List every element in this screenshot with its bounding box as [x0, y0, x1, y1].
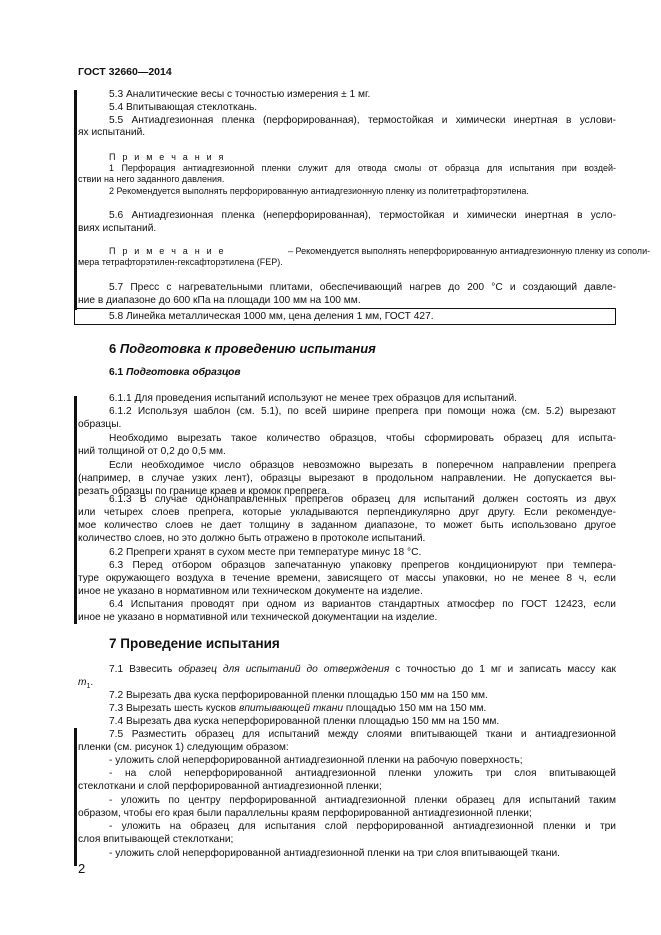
- para-6-1-3-cont: или четырех слоев препрега, которые укладываются перпендикулярно друг другу. Если рекомендуе-: [78, 507, 616, 518]
- subsection-6-1-text: Подготовка образцов: [126, 367, 241, 378]
- section-7-title: 7 Проведение испытания: [109, 636, 280, 651]
- note-1-cont: ствии на него заданного давления.: [78, 174, 225, 184]
- subsection-6-1-number: 6.1: [109, 367, 124, 378]
- para-7-3: [109, 703, 486, 715]
- para-5-5: 5.5 Антиадгезионная пленка (перфорированная), термостойкая и химически инертная в услови-: [109, 115, 616, 126]
- para-7-3-a: 7.3 Вырезать шесть кусков: [109, 703, 239, 714]
- bullet-3: - уложить по центру перфорированной антиадгезионной пленки образец для испытаний таким: [109, 795, 616, 806]
- para-7-1-italic: образец для испытаний до отверждения: [178, 664, 390, 675]
- document-id: ГОСТ 32660—2014: [78, 66, 172, 78]
- para-5-7-cont: ние в диапазоне до 600 кПа на площади 100 мм на 100 мм.: [78, 295, 361, 306]
- para-6-1-3-cont3: количество слоев, но это должно быть отражено в протоколе испытаний.: [78, 533, 426, 544]
- note-1: 1 Перфорация антиадгезионной пленки служит для отвода смолы от образца для испытания при воздей-: [109, 163, 616, 173]
- para-5-3: 5.3 Аналитические весы с точностью измерения ± 1 мг.: [109, 89, 371, 100]
- para-6-2: 6.2 Препреги хранят в сухом месте при температуре минус 18 °С.: [109, 547, 422, 558]
- para-7-1-period: .: [90, 677, 94, 688]
- para-cut-cont: ний толщиной от 0,2 до 0,5 мм.: [78, 446, 226, 457]
- para-5-8: 5.8 Линейка металлическая 1000 мм, цена деления 1 мм, ГОСТ 427.: [109, 311, 434, 322]
- para-6-4-cont: иное не указано в нормативной или технической документации на изделие.: [78, 612, 438, 623]
- bullet-4-cont: слоя впитывающей стеклоткани;: [78, 834, 234, 845]
- section-6-title: [109, 341, 376, 356]
- para-5-6: 5.6 Антиадгезионная пленка (неперфорированная), термостойкая и химически инертная в усло-: [109, 210, 616, 221]
- para-6-3-cont2: иное не указано в нормативном или техническом документе на изделие.: [78, 586, 423, 597]
- page-number: 2: [78, 861, 86, 876]
- mass-symbol: m: [78, 677, 87, 688]
- change-bar: [74, 90, 77, 310]
- notes-heading: П р и м е ч а н и я: [109, 152, 226, 162]
- section-6-number: 6: [109, 341, 117, 356]
- para-6-1-1: 6.1.1 Для проведения испытаний используют не менее трех образцов для испытаний.: [109, 393, 517, 404]
- note-text: – Рекомендуется выполнять неперфорированную антиадгезионную пленку из сополи-: [288, 246, 651, 256]
- para-5-7: 5.7 Пресс с нагревательными плитами, обеспечивающий нагрев до 200 °С и создающий давле-: [109, 282, 616, 293]
- para-7-1-cont: [78, 677, 93, 693]
- para-if-cont2: резать образцы по границе краев и кромок препрега.: [78, 486, 330, 497]
- note-2: 2 Рекомендуется выполнять перфорированную антиадгезионную пленку из политетрафторэтилена.: [109, 186, 529, 196]
- para-7-4: 7.4 Вырезать два куска неперфорированной пленки площадью 150 мм на 150 мм.: [109, 716, 500, 727]
- section-6-text: Подготовка к проведению испытания: [119, 341, 376, 356]
- para-5-5-cont: ях испытаний.: [78, 127, 146, 138]
- bullet-2: - на слой неперфорированной антиадгезионной пленки уложить три слоя впитывающей: [109, 768, 616, 779]
- bullet-4: - уложить на образец для испытания слой перфорированной антиадгезионной пленки и три: [109, 821, 616, 832]
- para-6-1-3-cont2: мое количество слоев не дает толщину в заданном диапазоне, то может быть использовано другое: [78, 520, 616, 531]
- para-7-1-a: 7.1 Взвесить: [109, 664, 179, 675]
- subsection-6-1-title: [109, 367, 241, 379]
- para-6-3-cont: туре окружающего воздуха в течение времени, зависящего от массы упаковки, но не менее 8 ч, если: [78, 573, 616, 584]
- para-7-5: 7.5 Разместить образец для испытаний между слоями впитывающей ткани и антиадгезионной: [109, 729, 616, 740]
- para-7-3-b: площадью 150 мм на 150 мм.: [343, 703, 487, 714]
- para-cut: Необходимо вырезать такое количество образцов, чтобы сформировать образец для испыта-: [109, 433, 616, 444]
- para-if-cont: (например, в случае узких лент), образцы вырезают в продольном направлении. Не допускается вы-: [78, 473, 616, 484]
- para-7-3-italic: впитывающей ткани: [239, 703, 344, 714]
- para-7-1-b: с точностью до 1 мг и записать массу как: [389, 664, 616, 675]
- para-6-1-3: 6.1.3 В случае однонаправленных препрегов образец для испытаний должен состоять из двух: [109, 494, 616, 505]
- para-7-2: 7.2 Вырезать два куска перфорированной пленки площадью 150 мм на 150 мм.: [109, 690, 488, 701]
- para-7-5-cont: пленки (см. рисунок 1) следующим образом:: [78, 742, 289, 753]
- para-5-4: 5.4 Впитывающая стеклоткань.: [109, 102, 258, 113]
- para-6-4: 6.4 Испытания проводят при одном из вариантов стандартных атмосфер по ГОСТ 12423, если: [109, 599, 616, 610]
- para-6-1-2: 6.1.2 Используя шаблон (см. 5.1), по всей ширине препрега при помощи ножа (см. 5.2) вырезают: [109, 406, 616, 417]
- bullet-2-cont: стеклоткани и слой перфорированной антиадгезионной пленки;: [78, 781, 382, 792]
- note-heading: П р и м е ч а н и е: [109, 246, 226, 256]
- para-7-1: [109, 664, 616, 676]
- para-5-6-cont: виях испытаний.: [78, 223, 157, 234]
- change-bar: [74, 396, 77, 624]
- change-bar: [74, 728, 77, 866]
- para-6-1-2-cont: образцы.: [78, 419, 122, 430]
- bullet-3-cont: образом, чтобы его края были параллельны краям перфорированной антиадгезионной пленки;: [78, 808, 532, 819]
- para-if: Если необходимое число образцов невозможно вырезать в поперечном направлении препрега: [109, 460, 616, 471]
- bullet-5: - уложить слой неперфорированной антиадгезионной пленки на три слоя впитывающей ткани.: [109, 848, 560, 859]
- bullet-1: - уложить слой неперфорированной антиадгезионной пленки на рабочую поверхность;: [109, 755, 523, 766]
- mass-subscript: 1: [86, 683, 91, 691]
- para-6-3: 6.3 Перед отбором образцов запечатанную упаковку препрегов кондиционируют при темпера-: [109, 560, 616, 571]
- note-text-cont: мера тетрафторэтилен-гексафторэтилена (FEP).: [78, 257, 283, 267]
